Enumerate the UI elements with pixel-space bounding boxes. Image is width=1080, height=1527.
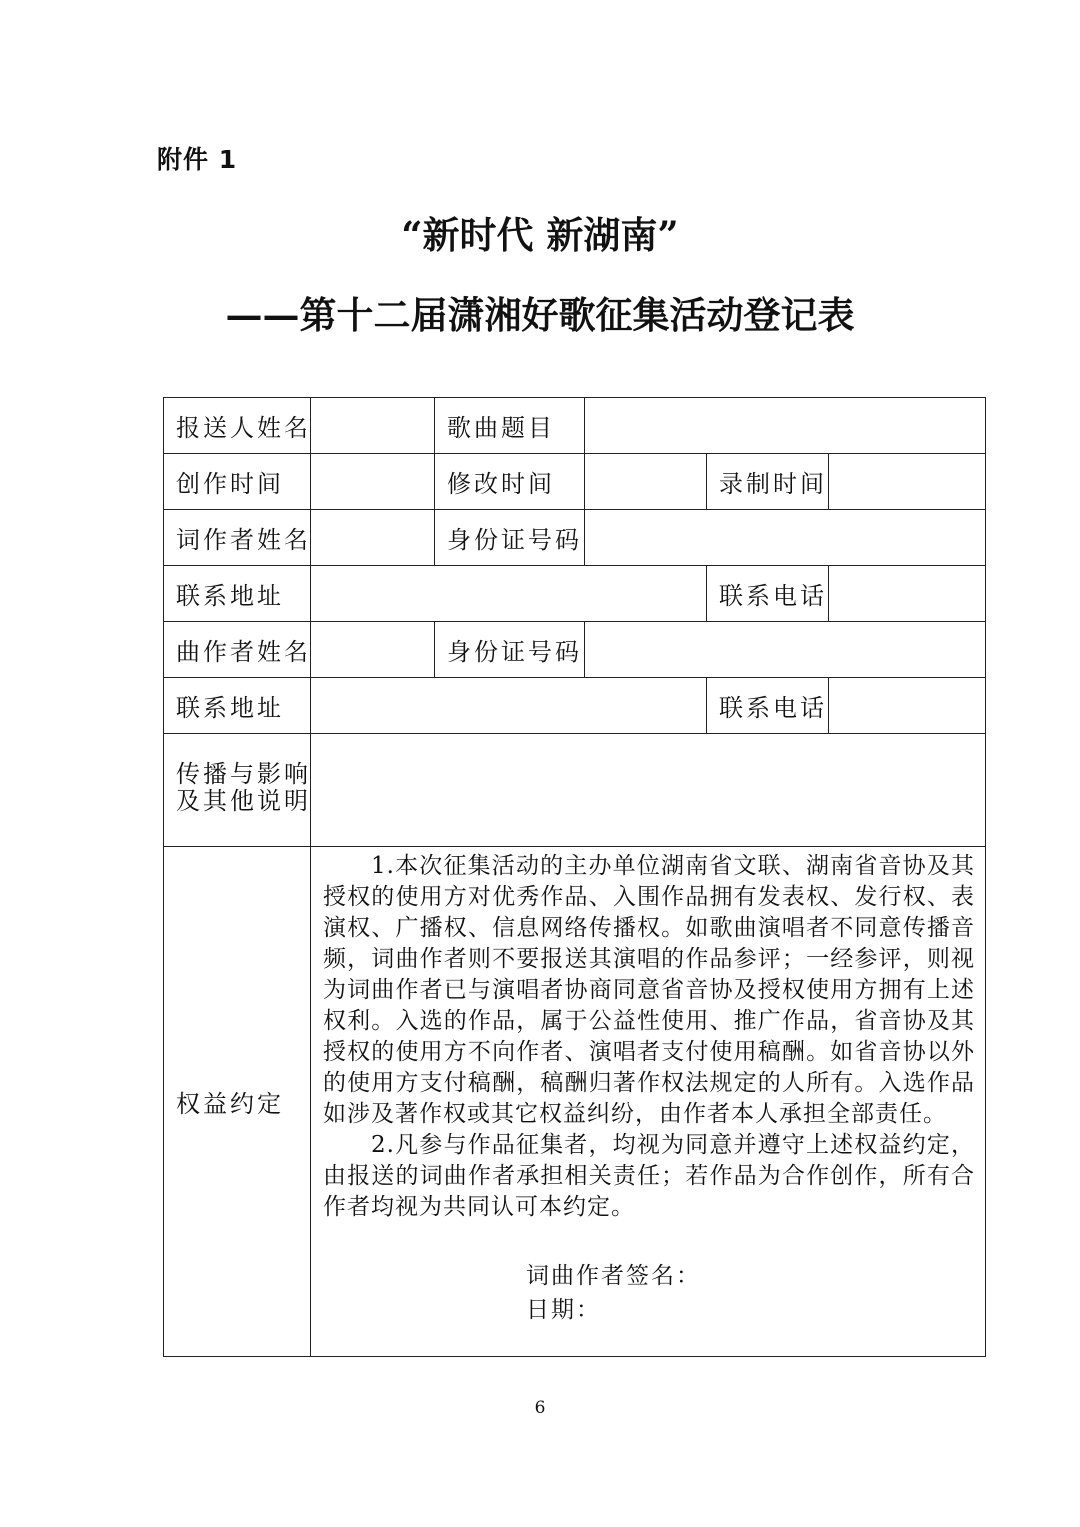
date-label: 日期： xyxy=(526,1297,601,1323)
rights-agreement-body xyxy=(311,847,986,1357)
table-row xyxy=(164,847,986,1357)
lyricist-phone-field[interactable] xyxy=(829,566,986,622)
revision-time-label: 修改时间 xyxy=(435,454,585,510)
composer-id-field[interactable] xyxy=(585,622,986,678)
lyricist-name-field[interactable] xyxy=(311,510,435,566)
composer-phone-field[interactable] xyxy=(829,678,986,734)
signature-label: 词曲作者签名： xyxy=(526,1263,701,1289)
registration-form-table xyxy=(163,397,986,1357)
rights-label: 权益约定 xyxy=(164,847,311,1357)
composer-id-label: 身份证号码 xyxy=(435,622,585,678)
table-row xyxy=(164,566,986,622)
table-row xyxy=(164,398,986,454)
table-row xyxy=(164,734,986,847)
composer-name-label: 曲作者姓名 xyxy=(164,622,311,678)
song-title-label: 歌曲题目 xyxy=(435,398,585,454)
lyricist-address-label: 联系地址 xyxy=(164,566,311,622)
page-number: 6 xyxy=(534,1398,546,1418)
composer-address-label: 联系地址 xyxy=(164,678,311,734)
document-title: “新时代 新湖南” xyxy=(401,213,679,257)
composer-name-field[interactable] xyxy=(311,622,435,678)
composer-address-field[interactable] xyxy=(311,678,707,734)
table-row xyxy=(164,510,986,566)
lyricist-address-field[interactable] xyxy=(311,566,707,622)
rights-paragraph-1: 1.本次征集活动的主办单位湖南省文联、湖南省音协及其授权的使用方对优秀作品、入围作品拥有发表权、发行权、表演权、广播权、信息网络传播权。如歌曲演唱者不同意传播音频，词曲作者则不要报送其演唱的作品参评；一经参评，则视为词曲作者已与演唱者协商同意省音协及授权使用方拥有上述权利。入选的作品，属于公益性使用、推广作品，省音协及其授权的使用方不向作者、演唱者支付使用稿酬。如省音协以外的使用方支付稿酬，稿酬归著作权法规定的人所有。入选作品如涉及著作权或其它权益纠纷，由作者本人承担全部责任。 xyxy=(323,853,976,1127)
document-subtitle: ——第十二届潇湘好歌征集活动登记表 xyxy=(225,293,855,337)
revision-time-field[interactable] xyxy=(585,454,707,510)
lyricist-name-label: 词作者姓名 xyxy=(164,510,311,566)
submitter-name-field[interactable] xyxy=(311,398,435,454)
attachment-label: 附件 1 xyxy=(157,145,238,174)
table-row xyxy=(164,622,986,678)
song-title-field[interactable] xyxy=(585,398,986,454)
influence-field[interactable] xyxy=(311,734,986,847)
rights-paragraph-2: 2.凡参与作品征集者，均视为同意并遵守上述权益约定，由报送的词曲作者承担相关责任；若作品为合作创作，所有合作者均视为共同认可本约定。 xyxy=(323,1132,976,1220)
recording-time-field[interactable] xyxy=(829,454,986,510)
table-row xyxy=(164,454,986,510)
creation-time-field[interactable] xyxy=(311,454,435,510)
influence-label: 传播与影响 及其他说明 xyxy=(164,734,311,847)
composer-phone-label: 联系电话 xyxy=(707,678,829,734)
lyricist-id-label: 身份证号码 xyxy=(435,510,585,566)
lyricist-id-field[interactable] xyxy=(585,510,986,566)
lyricist-phone-label: 联系电话 xyxy=(707,566,829,622)
influence-label-line1: 传播与影响 xyxy=(176,760,311,788)
creation-time-label: 创作时间 xyxy=(164,454,311,510)
recording-time-label: 录制时间 xyxy=(707,454,829,510)
submitter-name-label: 报送人姓名 xyxy=(164,398,311,454)
table-row xyxy=(164,678,986,734)
